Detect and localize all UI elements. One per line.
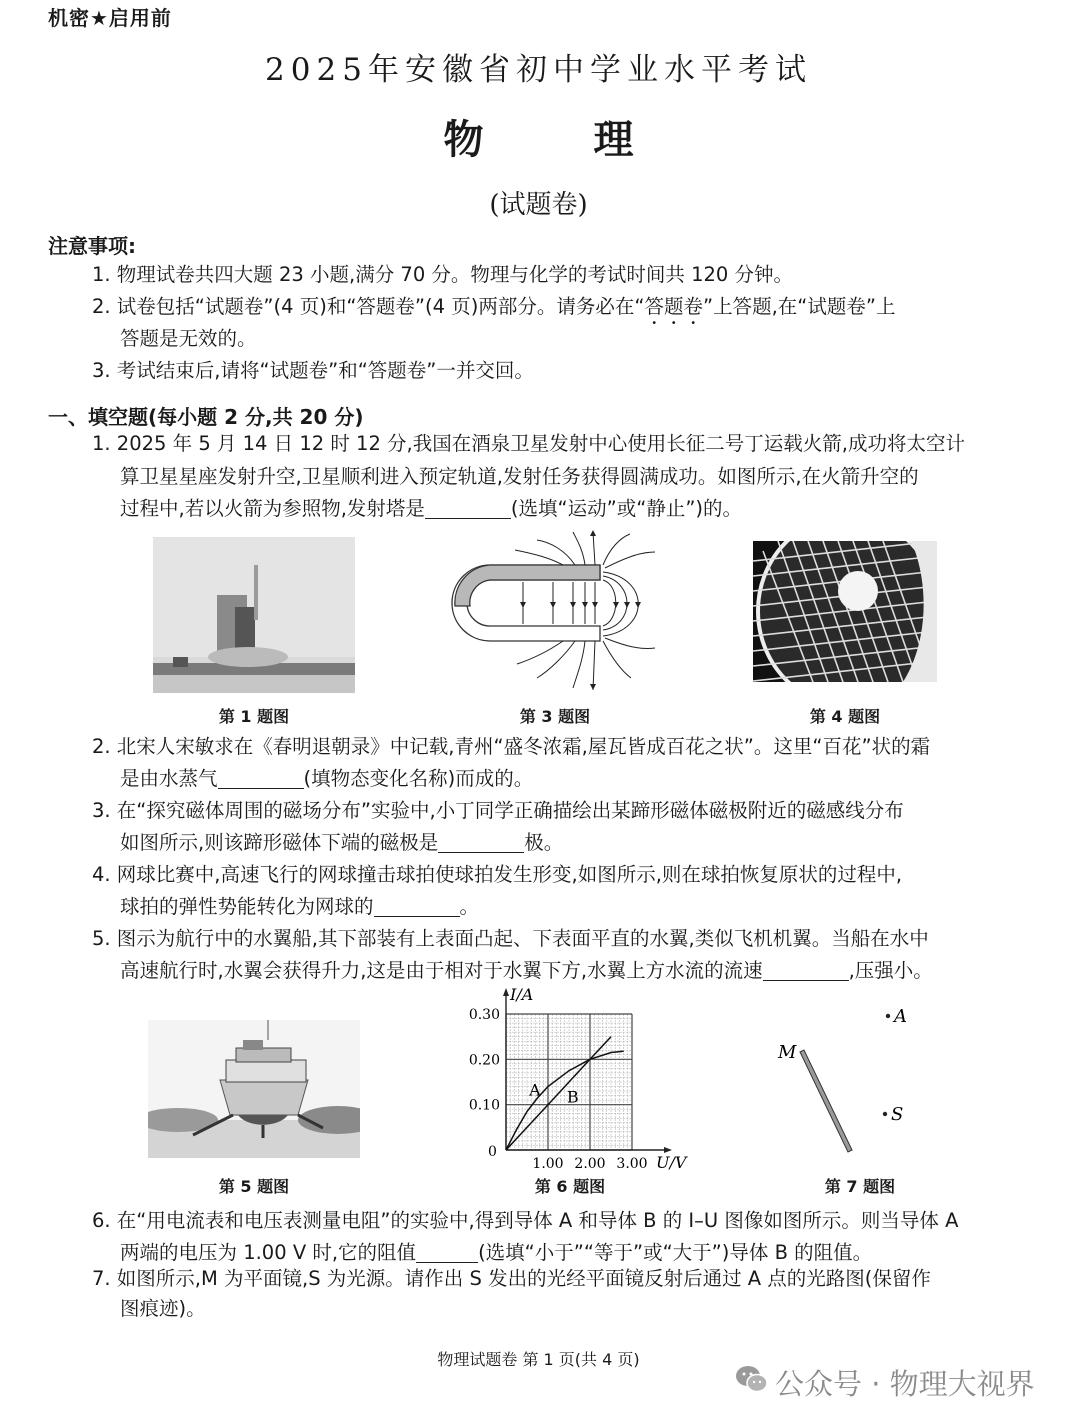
question-6-text: 两端的电压为 1.00 V 时,它的阻值	[120, 1241, 417, 1264]
series-label-a: A	[529, 1080, 541, 1100]
figure-6-caption: 第 6 题图	[534, 1177, 606, 1196]
figure-5-caption: 第 5 题图	[218, 1177, 290, 1196]
figure-4-racket-photo	[753, 541, 937, 682]
answer-blank-2[interactable]	[218, 766, 304, 789]
answer-blank-6[interactable]	[416, 1240, 478, 1263]
figure-3-magnet-diagram	[445, 530, 665, 700]
paper-type: (试题卷)	[489, 190, 588, 220]
question-1-tail: (选填“运动”或“静止”)的。	[510, 497, 743, 520]
question-5-line1: 5. 图示为航行中的水翼船,其下部装有上表面凸起、下表面平直的水翼,类似飞机机翼。当船在水中	[92, 927, 929, 950]
question-5-text: 高速航行时,水翼会获得升力,这是由于相对于水翼下方,水翼上方水流的流速	[120, 959, 763, 982]
answer-blank-1[interactable]	[425, 496, 511, 519]
point-a-dot	[886, 1014, 890, 1018]
source-s-label: S	[891, 1104, 904, 1125]
figure-4-caption: 第 4 题图	[809, 707, 881, 726]
question-4-line1: 4. 网球比赛中,高速飞行的网球撞击球拍使球拍发生形变,如图所示,则在球拍恢复原状的过程中,	[92, 863, 903, 886]
question-2-line2	[120, 762, 533, 795]
mirror-label: M	[778, 1042, 797, 1063]
y-axis-label: I/A	[510, 985, 534, 1004]
question-2-line1: 2. 北宋人宋敏求在《春明退朝录》中记载,青州“盛冬浓霜,屋瓦皆成百花之状”。这里“百花”状的霜	[92, 735, 931, 758]
notice-item-1: 1. 物理试卷共四大题 23 小题,满分 70 分。物理与化学的考试时间共 120 分钟。	[92, 263, 794, 286]
question-1-line1: 1. 2025 年 5 月 14 日 12 时 12 分,我国在酒泉卫星发射中心使用长征二号丁运载火箭,成功将太空计	[92, 432, 965, 455]
question-1-line2: 算卫星星座发射升空,卫星顺利进入预定轨道,发射任务获得圆满成功。如图所示,在火箭升空的	[120, 465, 919, 488]
exam-title: 2025年安徽省初中学业水平考试	[265, 52, 812, 88]
figure-5-hydrofoil-photo	[148, 1020, 360, 1158]
question-1-line3	[120, 492, 742, 525]
notice-item-2-tail: ”上答题,在“试题卷”上	[702, 295, 896, 318]
page-footer: 物理试题卷 第 1 页(共 4 页)	[437, 1350, 640, 1369]
wechat-icon	[735, 1364, 769, 1401]
x-tick-label: 2.00	[574, 1156, 606, 1172]
question-6-tail: (选填“小于”“等于”或“大于”)导体 B 的阻值。	[478, 1241, 873, 1264]
figure-7-mirror-diagram	[770, 1000, 920, 1160]
x-axis-label: U/V	[656, 1153, 687, 1172]
question-4-line2	[120, 890, 479, 923]
figure-1-caption: 第 1 题图	[218, 707, 290, 726]
confidential-label: 机密★启用前	[48, 6, 172, 30]
question-1-text: 过程中,若以火箭为参照物,发射塔是	[120, 497, 425, 520]
origin-label: 0	[488, 1144, 497, 1160]
notice-heading: 注意事项:	[48, 234, 136, 258]
question-7-line2: 图痕迹)。	[120, 1297, 206, 1320]
question-4-tail: 。	[459, 895, 480, 918]
question-3-tail: 极。	[524, 831, 564, 854]
y-axis-arrow	[503, 988, 509, 996]
watermark	[735, 1362, 1035, 1403]
series-line-b	[506, 1037, 611, 1150]
question-2-text: 是由水蒸气	[120, 767, 218, 790]
source-s-dot	[883, 1112, 887, 1116]
y-tick-label: 0.30	[468, 1007, 500, 1023]
watermark-text: 公众号 · 物理大视界	[775, 1367, 1035, 1401]
figure-7-caption: 第 7 题图	[824, 1177, 896, 1196]
question-5-tail: ,压强小。	[848, 959, 933, 982]
section-heading: 一、填空题(每小题 2 分,共 20 分)	[48, 405, 364, 429]
question-2-tail: (填物态变化名称)而成的。	[303, 767, 534, 790]
answer-blank-5[interactable]	[763, 958, 849, 981]
subject-title-part1: 物	[443, 117, 484, 163]
y-tick-label: 0.10	[468, 1097, 500, 1114]
notice-item-2-emphasis: 答题卷	[644, 295, 703, 318]
question-3-text: 如图所示,则该蹄形磁体下端的磁极是	[120, 831, 439, 854]
notice-item-2-line2: 答题是无效的。	[120, 327, 257, 350]
question-7-line1: 7. 如图所示,M 为平面镜,S 为光源。请作出 S 发出的光经平面镜反射后通过 A 点的光路图(保留作	[92, 1267, 931, 1290]
figure-6-iu-chart	[450, 978, 720, 1173]
x-tick-label: 3.00	[616, 1156, 648, 1172]
question-6-line1: 6. 在“用电流表和电压表测量电阻”的实验中,得到导体 A 和导体 B 的 I–U 图像如图所示。则当导体 A	[92, 1209, 959, 1232]
question-3-line2	[120, 826, 563, 859]
point-a-label: A	[894, 1006, 907, 1027]
answer-blank-3[interactable]	[438, 830, 524, 853]
subject-title-part2: 理	[593, 117, 634, 163]
subject-title	[0, 108, 1077, 165]
y-tick-label: 0.20	[468, 1052, 500, 1069]
notice-item-2-text: 2. 试卷包括“试题卷”(4 页)和“答题卷”(4 页)两部分。请务必在“	[92, 295, 645, 318]
answer-blank-4[interactable]	[374, 894, 460, 917]
figure-1-rocket-photo	[153, 537, 355, 693]
series-label-b: B	[566, 1087, 579, 1107]
notice-item-3: 3. 考试结束后,请将“试题卷”和“答题卷”一并交回。	[92, 359, 534, 382]
figure-3-caption: 第 3 题图	[519, 707, 591, 726]
question-4-text: 球拍的弹性势能转化为网球的	[120, 895, 374, 918]
question-3-line1: 3. 在“探究磁体周围的磁场分布”实验中,小丁同学正确描绘出某蹄形磁体磁极附近的磁感线分布	[92, 799, 904, 822]
x-tick-label: 1.00	[532, 1156, 564, 1172]
